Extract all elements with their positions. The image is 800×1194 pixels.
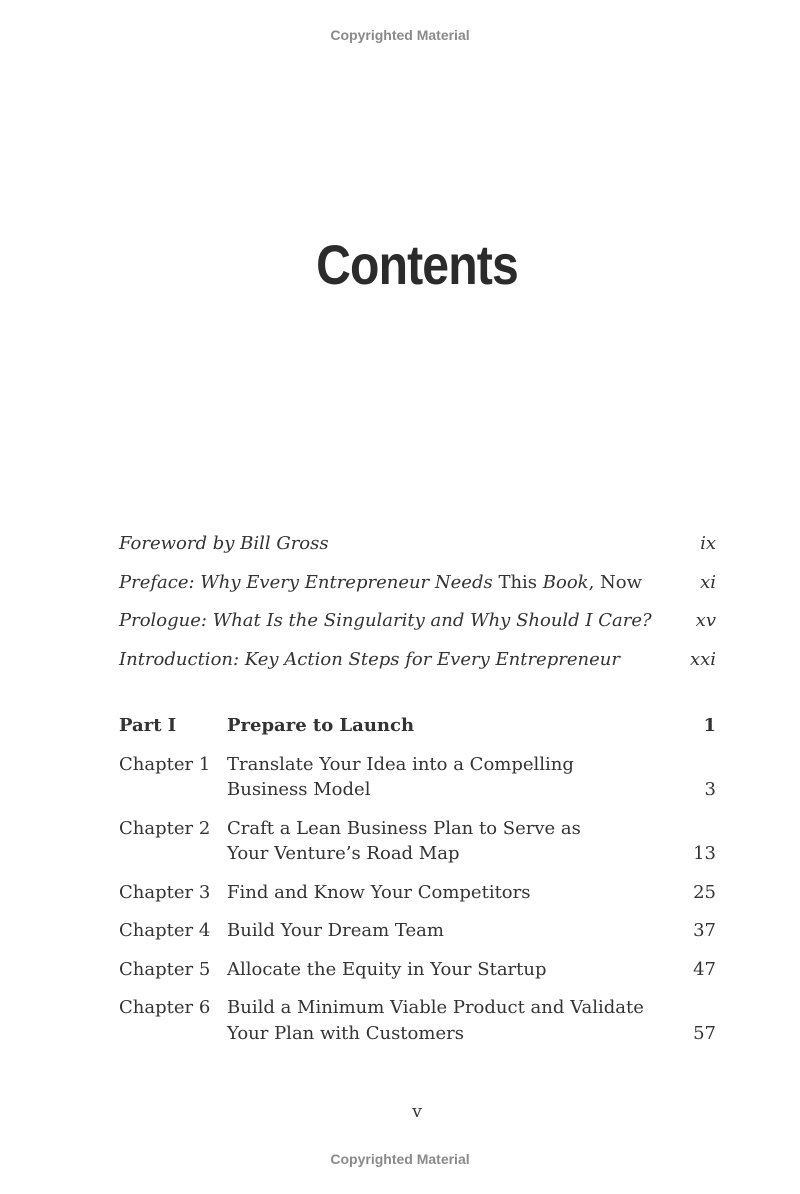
front-matter-title-segment: Prologue: What Is the Singularity and Why Should I Care? bbox=[119, 610, 652, 632]
page-title: Contents bbox=[316, 233, 518, 296]
toc-heading-line: Build Your Dream Team bbox=[227, 920, 444, 941]
toc-page-number: 37 bbox=[693, 920, 716, 941]
front-matter-title-segment: Introduction: Key Action Steps for Every Entrepreneur bbox=[119, 649, 620, 671]
toc-label: Chapter 2 bbox=[119, 817, 211, 839]
watermark-bottom: Copyrighted Material bbox=[330, 1151, 470, 1167]
toc-chapter-row bbox=[119, 918, 716, 944]
toc-chapter-row bbox=[119, 880, 716, 906]
toc-page-number: 1 bbox=[703, 715, 716, 736]
toc-heading-line: Find and Know Your Competitors bbox=[227, 881, 531, 903]
toc-heading-line: Your Venture’s Road Map bbox=[227, 843, 460, 864]
front-matter-entry bbox=[119, 533, 716, 572]
toc-label: Chapter 6 bbox=[119, 997, 211, 1018]
toc-chapter-row bbox=[119, 995, 716, 1046]
toc-page-number: 3 bbox=[704, 779, 716, 800]
toc-chapter-row bbox=[119, 957, 716, 983]
toc-heading-line: Your Plan with Customers bbox=[227, 1022, 464, 1044]
toc-label: Chapter 1 bbox=[119, 753, 211, 775]
front-matter-page: xv bbox=[695, 610, 716, 632]
front-matter-title bbox=[119, 610, 652, 631]
toc-heading-line: Translate Your Idea into a Compelling bbox=[227, 753, 574, 775]
toc-page-number: 47 bbox=[693, 958, 716, 980]
front-matter-title bbox=[119, 649, 620, 670]
front-matter-title-segment: , Now bbox=[588, 571, 642, 593]
toc-chapter-row bbox=[119, 752, 716, 803]
toc-label: Chapter 5 bbox=[119, 958, 211, 980]
front-matter-page: ix bbox=[700, 533, 716, 554]
toc-heading bbox=[227, 995, 656, 1046]
toc-heading bbox=[227, 957, 656, 983]
front-matter-entry bbox=[119, 610, 716, 649]
toc-heading bbox=[227, 713, 656, 739]
table-of-contents bbox=[119, 713, 716, 1059]
page-number: v bbox=[412, 1102, 422, 1122]
toc-label: Part I bbox=[119, 715, 177, 736]
toc-heading bbox=[227, 918, 656, 944]
front-matter-page: xxi bbox=[689, 649, 716, 671]
front-matter-title-segment: This bbox=[498, 571, 538, 593]
front-matter-title-segment: Foreword by Bill Gross bbox=[119, 533, 329, 554]
front-matter-page: xi bbox=[700, 571, 716, 593]
toc-heading-line: Prepare to Launch bbox=[227, 715, 415, 736]
front-matter-entry bbox=[119, 572, 716, 611]
toc-heading bbox=[227, 752, 656, 803]
toc-part-row bbox=[119, 713, 716, 739]
front-matter-title-segment: Preface: Why Every Entrepreneur Needs bbox=[119, 571, 499, 593]
toc-heading-line: Business Model bbox=[227, 779, 371, 800]
toc-page-number: 13 bbox=[693, 843, 716, 864]
toc-label: Chapter 3 bbox=[119, 881, 211, 903]
watermark-top: Copyrighted Material bbox=[330, 27, 470, 43]
toc-heading bbox=[227, 880, 656, 906]
toc-page-number: 25 bbox=[693, 881, 716, 903]
toc-page-number: 57 bbox=[693, 1022, 716, 1044]
front-matter-title bbox=[119, 533, 329, 554]
front-matter-entry bbox=[119, 649, 716, 688]
front-matter-title-segment: Book bbox=[537, 571, 589, 593]
toc-heading bbox=[227, 816, 656, 867]
toc-chapter-row bbox=[119, 816, 716, 867]
toc-heading-line: Allocate the Equity in Your Startup bbox=[227, 958, 547, 980]
toc-label: Chapter 4 bbox=[119, 920, 211, 941]
front-matter-list bbox=[119, 533, 716, 688]
toc-heading-line: Build a Minimum Viable Product and Validate bbox=[227, 997, 644, 1018]
front-matter-title bbox=[119, 572, 642, 593]
toc-heading-line: Craft a Lean Business Plan to Serve as bbox=[227, 817, 581, 839]
